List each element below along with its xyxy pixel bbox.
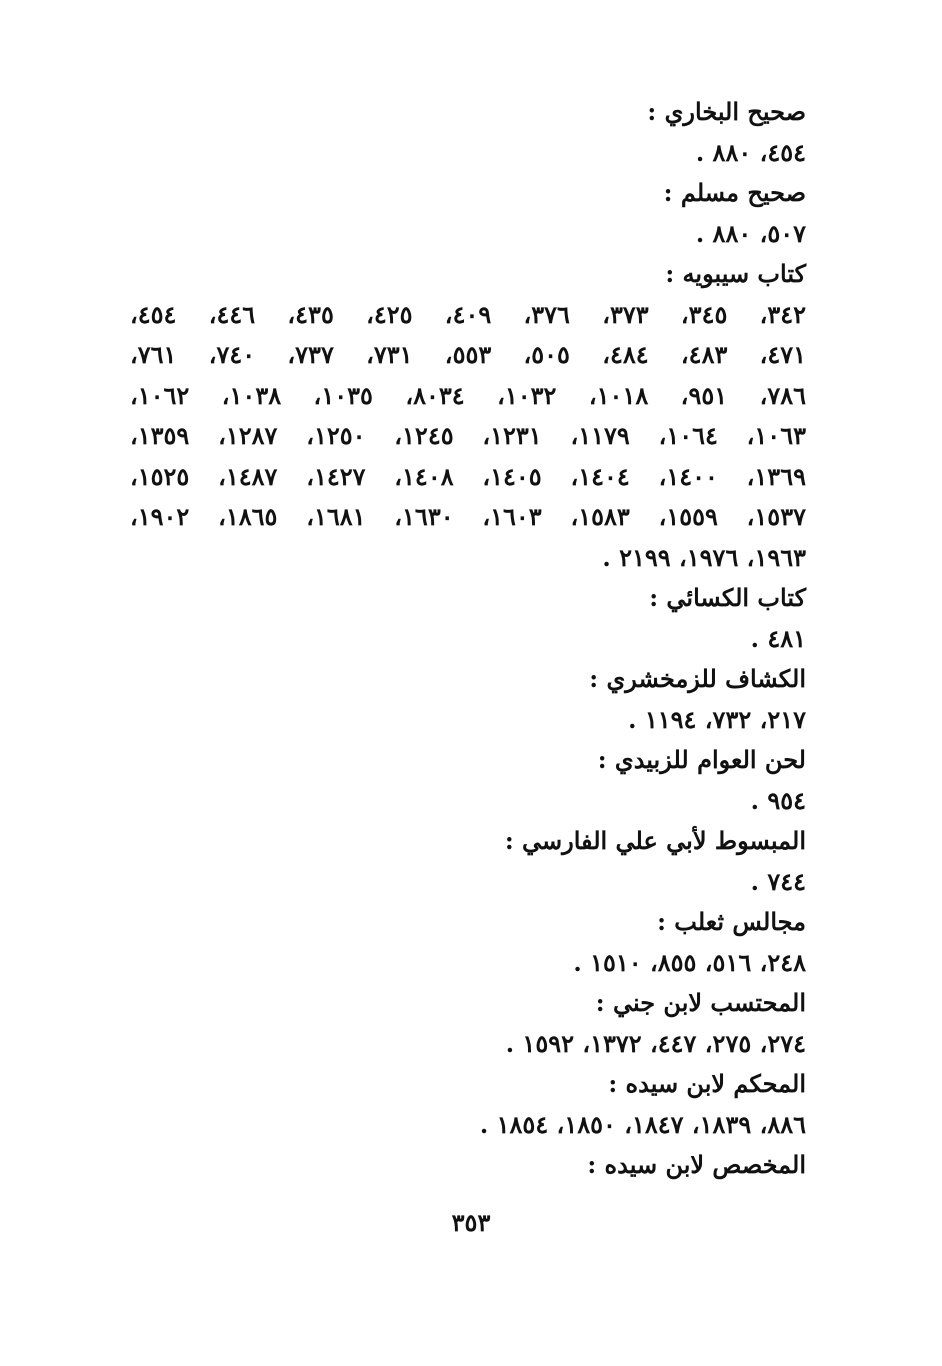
entry-title-kashshaf: الكشاف للزمخشري : (589, 664, 806, 693)
entry-title-sahih-muslim: صحيح مسلم : (663, 178, 806, 207)
entry-refs-kitab-sibawayh-line-6: ١٥٣٧، ١٥٥٩، ١٥٨٣، ١٦٠٣، ١٦٣٠، ١٦٨١، ١٨٦٥، ١٩٠٢، (130, 502, 806, 531)
entry-refs-kitab-sibawayh-line-3: ٧٨٦، ٩٥١، ١٠١٨، ١٠٣٢، ٨٠٣٤، ١٠٣٥، ١٠٣٨، ١٠٦٢، (130, 380, 806, 410)
entry-title-majalis-thalab: مجالس ثعلب : (657, 907, 806, 936)
page-number: ٣٥٣ (451, 1208, 491, 1237)
entry-refs-kitab-sibawayh-line-1: ٣٤٢، ٣٤٥، ٣٧٣، ٣٧٦، ٤٠٩، ٤٢٥، ٤٣٥، ٤٤٦، ٤٥٤، (130, 299, 807, 329)
entry-title-muhkam: المحكم لابن سيده : (608, 1069, 806, 1098)
entry-refs-kitab-sibawayh-line-4: ١٠٦٣، ١٠٦٤، ١١٧٩، ١٢٣١، ١٢٤٥، ١٢٥٠، ١٢٨٧، ١٣٥٩، (130, 421, 806, 450)
entry-refs-muhtasab: ٢٧٤، ٢٧٥، ٤٤٧، ١٣٧٢، ١٥٩٢ . (505, 1028, 806, 1058)
entry-refs-mabsut: ٧٤٤ . (750, 866, 806, 896)
entry-refs-kitab-sibawayh-line-5: ١٣٦٩، ١٤٠٠، ١٤٠٤، ١٤٠٥، ١٤٠٨، ١٤٢٧، ١٤٨٧، ١٥٢٥، (130, 461, 806, 491)
entry-title-muhtasab: المحتسب لابن جني : (595, 988, 806, 1017)
entry-refs-kitab-sibawayh-line-2: ٤٧١، ٤٨٣، ٤٨٤، ٥٠٥، ٥٥٣، ٧٣١، ٧٣٧، ٧٤٠، ٧٦١، (130, 340, 807, 369)
entry-refs-sahih-bukhari: ٤٥٤، ٨٨٠ . (695, 137, 806, 167)
entry-refs-kitab-sibawayh-line-7: ١٩٦٣، ١٩٧٦، ٢١٩٩ . (602, 542, 806, 572)
entry-title-sahih-bukhari: صحيح البخاري : (647, 97, 806, 126)
index-column (130, 92, 806, 1186)
entry-title-mukhassas: المخصص لابن سيده : (587, 1150, 806, 1179)
entry-refs-lahn-al-awam: ٩٥٤ . (750, 785, 806, 815)
entry-refs-kitab-kisai: ٤٨١ . (750, 623, 806, 653)
entry-refs-sahih-muslim: ٥٠٧، ٨٨٠ . (695, 218, 806, 248)
entry-title-kitab-kisai: كتاب الكسائي : (649, 583, 806, 612)
entry-title-kitab-sibawayh: كتاب سيبويه : (665, 259, 806, 288)
entry-title-mabsut: المبسوط لأبي علي الفارسي : (504, 826, 806, 855)
entry-title-lahn-al-awam: لحن العوام للزبيدي : (597, 745, 806, 774)
entry-refs-muhkam: ٨٨٦، ١٨٣٩، ١٨٤٧، ١٨٥٠، ١٨٥٤ . (479, 1109, 806, 1139)
entry-refs-kashshaf: ٢١٧، ٧٣٢، ١١٩٤ . (628, 704, 806, 734)
entry-refs-majalis-thalab: ٢٤٨، ٥١٦، ٨٥٥، ١٥١٠ . (573, 947, 806, 977)
